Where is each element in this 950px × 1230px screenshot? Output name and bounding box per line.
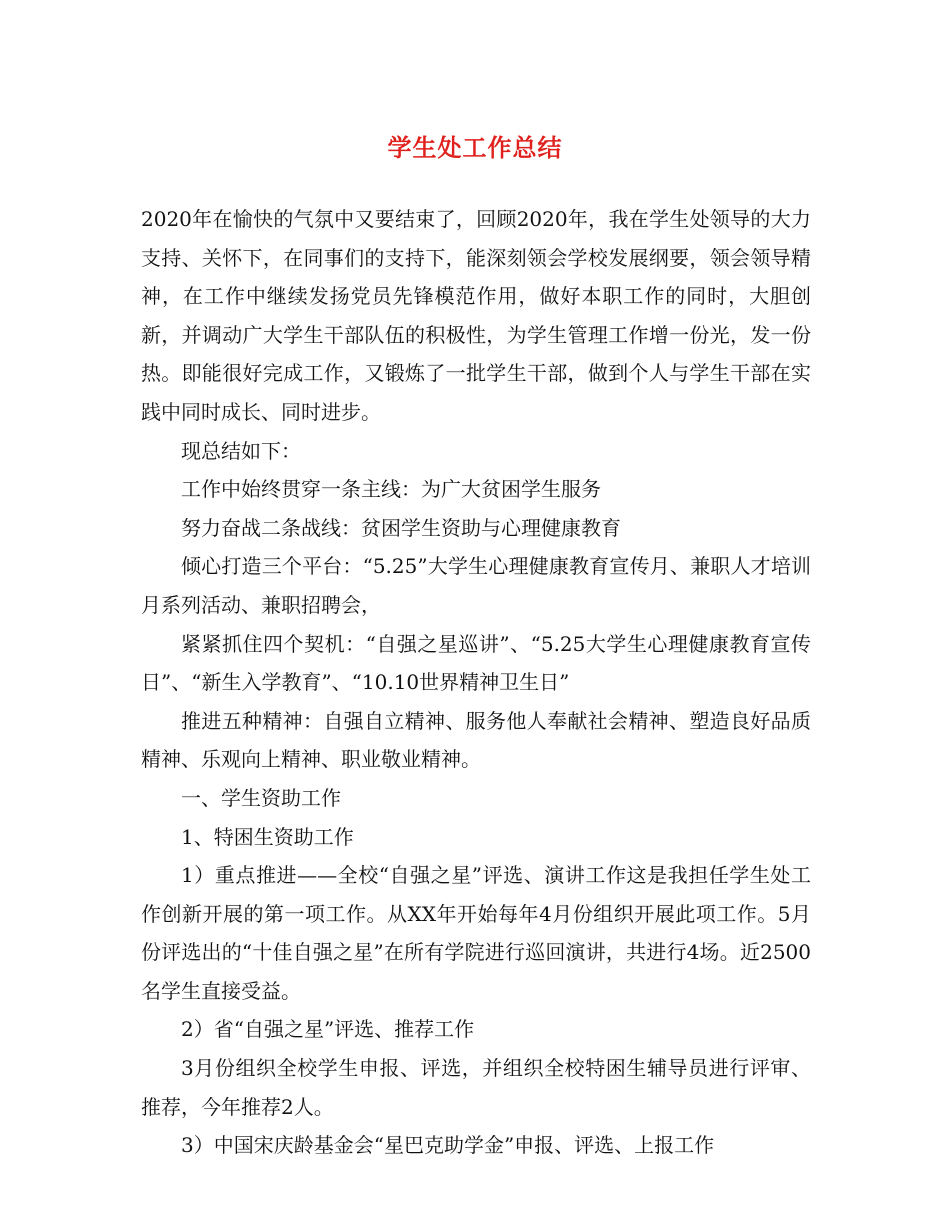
subsection-heading-special-aid: 1、特困生资助工作 [181, 824, 354, 849]
section-heading-aid: 一、学生资助工作 [181, 785, 341, 810]
document-title: 学生处工作总结 [387, 133, 563, 162]
document-body [141, 200, 811, 1165]
paragraph-four-opportunities: 紧紧抓住四个契机：“自强之星巡讲”、“5.25大学生心理健康教育宣传日”、“新生入学教育”、“10.10世界精神卫生日” [141, 631, 811, 695]
paragraph-item-1: 1）重点推进——全校“自强之星”评选、演讲工作这是我担任学生处工作创新开展的第一项工作。从XX年开始每年4月份组织开展此项工作。5月份评选出的“十佳自强之星”在所有学院进行巡回演讲，共进行4场。近2500名学生直接受益。 [141, 863, 811, 1003]
paragraph-item-2: 2）省“自强之星”评选、推荐工作 [181, 1017, 475, 1042]
paragraph-main-line: 工作中始终贯穿一条主线：为广大贫困学生服务 [181, 477, 601, 502]
paragraph-item-3: 3）中国宋庆龄基金会“星巴克助学金”申报、评选、上报工作 [181, 1133, 715, 1158]
paragraph-three-platforms: 倾心打造三个平台：“5.25”大学生心理健康教育宣传月、兼职人才培训月系列活动、兼职招聘会， [141, 554, 811, 617]
paragraph-five-spirits: 推进五种精神：自强自立精神、服务他人奉献社会精神、塑造良好品质精神、乐观向上精神、职业敬业精神。 [141, 708, 811, 772]
paragraph-two-fronts: 努力奋战二条战线：贫困学生资助与心理健康教育 [181, 515, 621, 540]
paragraph-intro: 2020年在愉快的气氛中又要结束了，回顾2020年，我在学生处领导的大力支持、关怀下，在同事们的支持下，能深刻领会学校发展纲要，领会领导精神，在工作中继续发扬党员先锋模范作用，做好本职工作的同时，大胆创新，并调动广大学生干部队伍的积极性，为学生管理工作增一份光，发一份热。即能很好完成工作，又锻炼了一批学生干部，做到个人与学生干部在实践中同时成长、同时进步。 [141, 207, 811, 424]
paragraph-summary-lead: 现总结如下： [181, 438, 301, 463]
paragraph-item-2-detail: 3月份组织全校学生申报、评选，并组织全校特困生辅导员进行评审、推荐，今年推荐2人。 [141, 1056, 811, 1119]
